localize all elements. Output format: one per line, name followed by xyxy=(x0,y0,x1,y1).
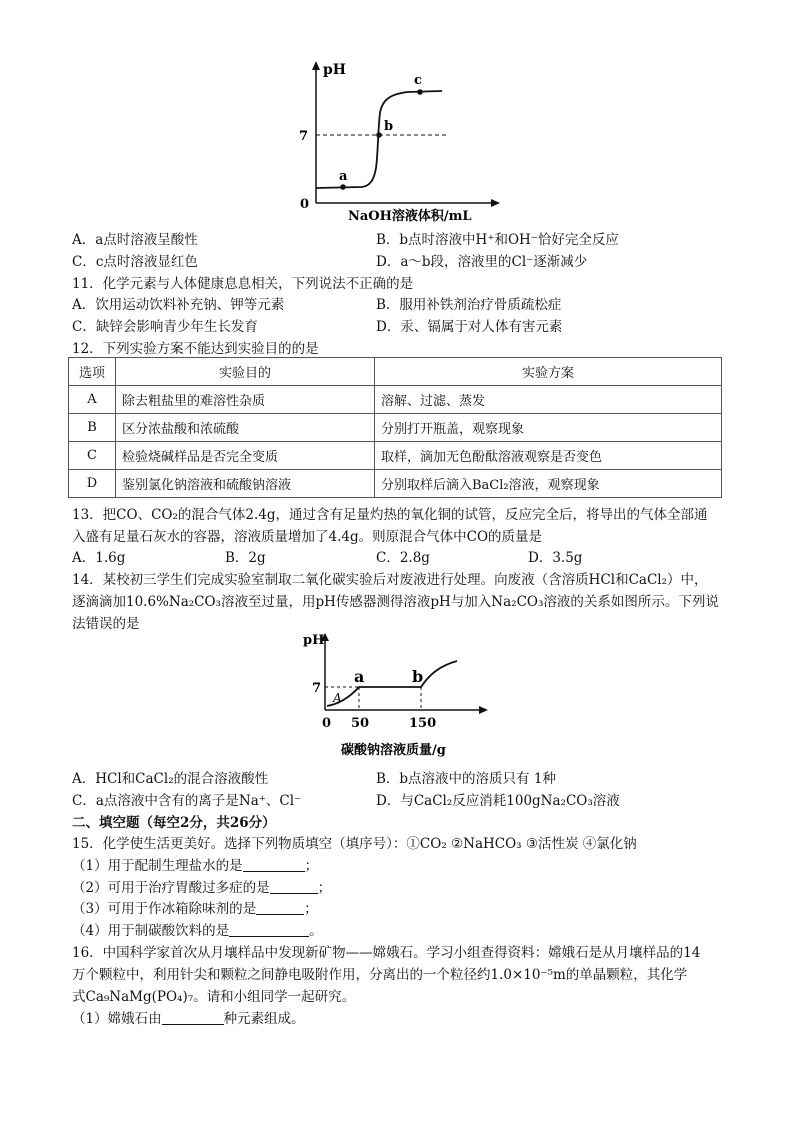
q13-option-a: A．1.6g xyxy=(72,550,126,566)
point-c-marker xyxy=(417,89,423,95)
q11-stem: 11．化学元素与人体健康息息相关，下列说法不正确的是 xyxy=(72,276,414,292)
x-tick-50: 50 xyxy=(351,716,370,731)
x-axis-arrow xyxy=(479,706,488,714)
point-b-label: b xyxy=(412,667,424,686)
answer-blank[interactable] xyxy=(162,1011,224,1025)
q14-option-d: D．与CaCl₂反应消耗100gNa₂CO₃溶液 xyxy=(376,793,620,809)
y-axis-arrow xyxy=(312,61,320,70)
x-axis-arrow xyxy=(491,199,500,207)
row-option: C xyxy=(69,442,116,470)
q11-option-d: D．汞、镉属于对人体有害元素 xyxy=(376,319,563,335)
row-plan: 溶解、过滤、蒸发 xyxy=(375,386,722,414)
table-row xyxy=(69,442,722,470)
point-c-label: c xyxy=(414,73,422,88)
x-axis-label: NaOH溶液体积/mL xyxy=(348,209,472,224)
row-purpose: 除去粗盐里的难溶性杂质 xyxy=(116,386,375,414)
row-plan: 取样，滴加无色酚酞溶液观察是否变色 xyxy=(375,442,722,470)
titration-curve xyxy=(316,91,442,188)
q15-sub-2-punct: ； xyxy=(317,880,332,896)
q14-option-b: B．b点溶液中的溶质只有 1种 xyxy=(376,771,556,787)
point-a-label: a xyxy=(339,169,348,184)
q16-line-3: 式Ca₉NaMg(PO₄)₇。请和小组同学一起研究。 xyxy=(72,989,356,1005)
header-option: 选项 xyxy=(69,358,116,386)
x-axis-label: 碳酸钠溶液质量/g xyxy=(341,743,446,758)
q15-sub-2-text: （2）可用于治疗胃酸过多症的是 xyxy=(72,880,270,896)
row-option: B xyxy=(69,414,116,442)
answer-blank[interactable] xyxy=(256,901,304,915)
q13-option-d: D．3.5g xyxy=(528,550,583,566)
q14-option-a: A．HCl和CaCl₂的混合溶液酸性 xyxy=(72,771,269,787)
q13-line-1: 13．把CO、CO₂的混合气体2.4g，通过含有足量灼热的氧化铜的试管，反应完全后，将导出的气体全部通 xyxy=(72,507,708,523)
row-purpose: 检验烧碱样品是否完全变质 xyxy=(116,442,375,470)
q10-option-a: A．a点时溶液呈酸性 xyxy=(72,232,198,248)
answer-blank[interactable] xyxy=(243,858,305,872)
q12-stem: 12．下列实验方案不能达到实验目的的是 xyxy=(72,341,319,357)
y-tick-7: 7 xyxy=(312,681,322,696)
point-b-marker xyxy=(376,132,382,138)
row-purpose: 鉴别氯化钠溶液和硫酸钠溶液 xyxy=(116,470,375,498)
q15-sub-4 xyxy=(72,919,323,939)
q15-sub-3 xyxy=(72,897,318,917)
q16-sub-1-suffix: 种元素组成。 xyxy=(223,1011,305,1027)
q15-sub-1-punct: ； xyxy=(304,858,319,874)
q14-line-2: 逐滴滴加10.6%Na₂CO₃溶液至过量，用pH传感器测得溶液pH与加入Na₂CO₃溶液的关系如图所示。下列说 xyxy=(72,594,719,610)
y-axis-label: pH xyxy=(303,633,325,648)
q10-option-c: C．c点时溶液显红色 xyxy=(72,254,198,270)
q16-line-1: 16．中国科学家首次从月壤样品中发现新矿物——嫦娥石。学习小组查得资料：嫦娥石是从月壤样品的14 xyxy=(72,945,701,961)
point-a-marker xyxy=(340,184,346,190)
table-header-row xyxy=(69,358,722,386)
q10-option-d: D．a～b段，溶液里的Cl⁻逐渐减少 xyxy=(376,254,588,270)
point-a-label: a xyxy=(354,667,365,686)
q15-sub-4-text: （4）用于制碳酸饮料的是 xyxy=(72,923,230,939)
table-row xyxy=(69,470,722,498)
row-option: D xyxy=(69,470,116,498)
q16-line-2: 万个颗粒中，利用针尖和颗粒之间静电吸附作用，分离出的一个粒径约1.0×10⁻⁵m的单晶颗粒，其化学 xyxy=(72,967,688,983)
q15-sub-2 xyxy=(72,876,331,896)
origin-label: 0 xyxy=(322,716,332,731)
answer-blank[interactable] xyxy=(229,923,309,937)
q13-option-c: C．2.8g xyxy=(376,550,430,566)
q14-option-c: C．a点溶液中含有的离子是Na⁺、Cl⁻ xyxy=(72,793,302,809)
row-option: A xyxy=(69,386,116,414)
x-tick-150: 150 xyxy=(409,716,437,731)
q11-option-a: A．饮用运动饮料补充钠、钾等元素 xyxy=(72,297,285,313)
table-row xyxy=(69,414,722,442)
q14-line-3: 法错误的是 xyxy=(72,616,140,632)
q11-option-b: B．服用补铁剂治疗骨质疏松症 xyxy=(376,297,562,313)
q10-option-b: B．b点时溶液中H⁺和OH⁻恰好完全反应 xyxy=(376,232,619,248)
segment-a-label: A xyxy=(333,691,342,705)
row-purpose: 区分浓盐酸和浓硫酸 xyxy=(116,414,375,442)
q15-sub-1 xyxy=(72,854,318,874)
q13-line-2: 入盛有足量石灰水的容器，溶液质量增加了4.4g。则原混合气体中CO的质量是 xyxy=(72,529,543,545)
q15-sub-3-punct: ； xyxy=(304,901,318,917)
row-plan: 分别取样后滴入BaCl₂溶液，观察现象 xyxy=(375,470,722,498)
titration-chart xyxy=(290,58,510,224)
sodium-carbonate-chart xyxy=(297,630,497,762)
point-b-label: b xyxy=(384,119,394,134)
header-purpose: 实验目的 xyxy=(116,358,375,386)
q11-option-c: C．缺锌会影响青少年生长发育 xyxy=(72,319,258,335)
section-title: 二、填空题（每空2分，共26分） xyxy=(72,815,276,831)
ph-curve xyxy=(327,661,457,706)
q15-sub-3-text: （3）可用于作冰箱除味剂的是 xyxy=(72,901,257,917)
q16-sub-1-text: （1）嫦娥石由 xyxy=(72,1011,162,1027)
y-tick-7: 7 xyxy=(299,129,309,144)
experiment-table xyxy=(68,357,722,498)
q15-stem: 15．化学使生活更美好。选择下列物质填空（填序号）：①CO₂ ②NaHCO₃ ③活性炭 ④氯化钠 xyxy=(72,836,637,852)
y-axis-label: pH xyxy=(323,62,347,78)
q13-option-b: B．2g xyxy=(225,550,266,566)
row-plan: 分别打开瓶盖，观察现象 xyxy=(375,414,722,442)
header-plan: 实验方案 xyxy=(375,358,722,386)
q15-sub-1-text: （1）用于配制生理盐水的是 xyxy=(72,858,243,874)
q14-line-1: 14．某校初三学生们完成实验室制取二氧化碳实验后对废液进行处理。向废液（含溶质HCl和CaCl₂）中， xyxy=(72,572,708,588)
q16-sub-1 xyxy=(72,1007,305,1027)
origin-label: 0 xyxy=(300,197,310,212)
answer-blank[interactable] xyxy=(270,880,318,894)
q15-sub-4-punct: 。 xyxy=(309,923,323,939)
table-row xyxy=(69,386,722,414)
